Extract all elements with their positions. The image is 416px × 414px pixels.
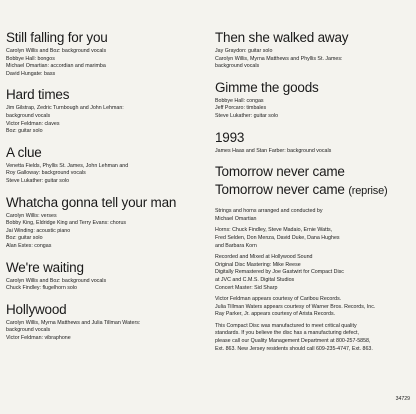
credit-line: Carolyn Willis, Myrna Matthews and Phyllis St. James: [215,55,343,62]
song-tomorrow-never-came [215,164,415,179]
song-title: Hard times [6,87,70,103]
note-line: standards. If you believe the disc has a manufacturing defect, [215,330,359,337]
song-title-text: Tomorrow never came [215,182,345,198]
credit-line: Alan Estes: congas [6,242,52,249]
song-gimme-the-goods [215,80,415,121]
song-1993 [215,130,415,156]
note-line: Ext. 863. New Jersey residents should call 609-235-4747, Ext. 863. [215,345,373,352]
credit-line: Steve Lukather: guitar solo [215,112,279,119]
note-line: at JVC and C.M.S. Digital Studios [215,276,295,283]
note-line: Recorded and Mixed at Hollywood Sound [215,254,313,261]
credit-line: Steve Lukather: guitar solo [6,177,70,184]
credit-line: Venetta Fields, Phyllis St. James, John Lehman and [6,162,129,169]
note-line: Victor Feldman appears courtesy of Caribou Records. [215,296,342,303]
song-title: Whatcha gonna tell your man [6,194,177,210]
song-still-falling-for-you [6,30,202,78]
song-hard-times [6,87,202,135]
song-tomorrow-never-came-reprise [215,182,415,199]
note-line: Concert Master: Sid Sharp [215,284,278,291]
note-line: Original Disc Mastering: Mike Reese [215,261,301,268]
song-title: 1993 [215,129,245,145]
note-line: please call our Quality Management Department at 800-257-5858, [215,338,371,345]
song-title: Gimme the goods [215,79,319,95]
credit-line: Victor Feldman: claves [6,120,60,127]
song-title: Hollywood [6,301,67,317]
note-line: Michael Omartian [215,215,257,222]
credit-line: Carolyn Willis: verses [6,212,57,219]
credit-line: Jai Winding: acoustic piano [6,227,71,234]
note-line: and Barbara Korn [215,242,257,249]
credit-line: James Haas and Stan Farber: background vocals [215,147,332,154]
credit-line: Bobby King, Eldridge King and Terry Evans: chorus [6,220,127,227]
note-line: Digitally Remastered by Joe Gastwirt for Compact Disc [215,269,344,276]
credit-line: Victor Feldman: vibraphone [6,334,71,341]
credit-line: Carolyn Willis and Boz: background vocals [6,48,107,54]
note-line: Julia Tillman Waters appears courtesy of Warner Bros. Records, Inc. [215,303,376,310]
song-title: Still falling for you [6,30,108,45]
note-line: Strings and horns arranged and conducted by [215,208,323,215]
note-line: Ray Parker, Jr. appears courtesy of Arista Records. [215,311,336,318]
credit-line: Carolyn Willis and Boz: background vocals [6,277,107,284]
note-line: This Compact Disc was manufactured to meet critical quality [215,322,357,329]
note-line: Fred Selden, Don Menza, David Duke, Dana Hughes [215,234,340,241]
song-title: We're waiting [6,259,84,275]
credit-line: Bobbye Hall: bongos [6,55,55,62]
song-title-suffix: (reprise) [348,185,388,198]
song-title-reprise [215,182,415,199]
credit-line: Roy Galloway: background vocals [6,170,86,177]
right-column [215,30,415,353]
song-title: A clue [6,144,42,160]
credit-line: background vocals [215,63,260,70]
song-title: Tomorrow never came [215,164,345,180]
song-whatcha-gonna-tell-your-man [6,195,202,251]
song-then-she-walked-away [215,30,415,71]
credit-line: Michael Omartian: accordian and marimba [6,63,106,70]
credit-line: Carolyn Willis, Myrna Matthews and Julia Tillman Waters: [6,319,141,326]
credit-line: Jeff Porcaro: timbales [215,105,267,112]
production-notes [215,208,415,353]
credit-line: David Hungate: bass [6,70,56,77]
credit-line: background vocals [6,112,51,119]
song-title: Then she walked away [215,30,349,45]
credit-line: Bobbye Hall: congas [215,97,264,104]
credit-line: Boz: guitar solo [6,235,43,242]
note-line: Horns: Chuck Findley, Steve Madaio, Ernie Watts, [215,227,333,234]
credit-line: Jim Gilstrap, Zedric Turnbough and John Lehman: [6,105,124,112]
song-hollywood [6,302,202,343]
song-were-waiting [6,260,202,293]
song-a-clue [6,145,202,186]
credit-line: Boz: guitar solo [6,128,43,135]
credit-line: background vocals [6,327,51,334]
credit-line: Chuck Findley: flugelhorn solo [6,285,77,292]
credit-line: Jay Graydon: guitar solo [215,48,273,54]
left-column [6,30,202,351]
catalog-number: 34729 [395,396,410,402]
